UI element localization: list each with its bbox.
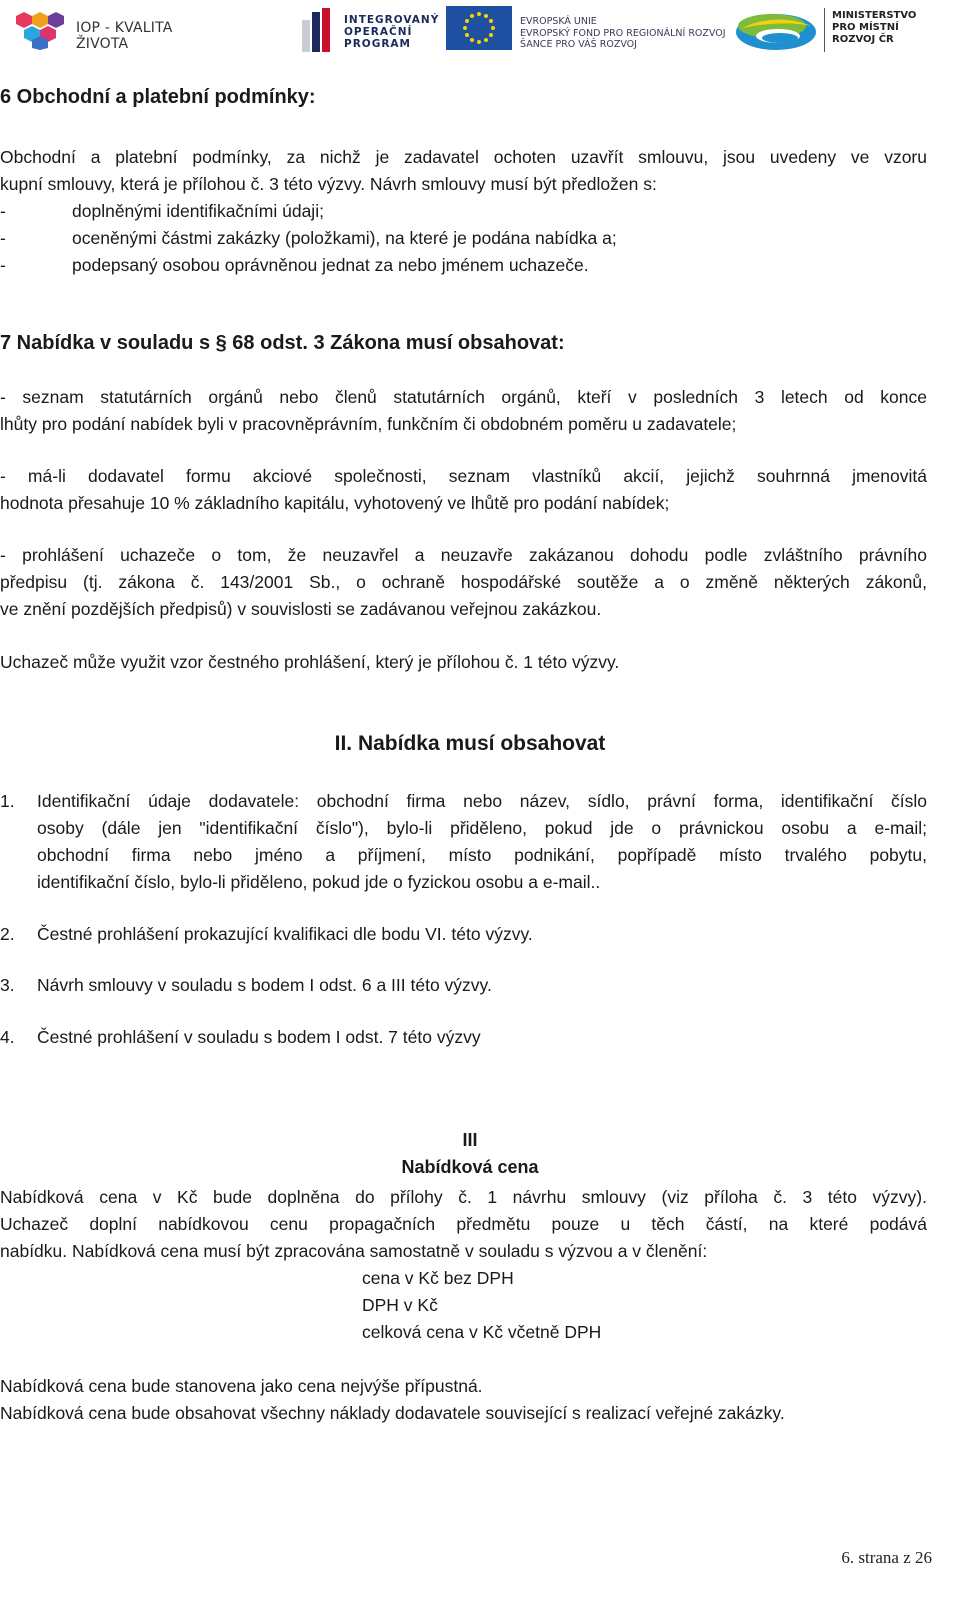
sectionII-item1-text	[37, 788, 927, 896]
iop-logo-text: IOP - KVALITA ŽIVOTA	[76, 20, 173, 52]
section6-line-2: kupní smlouvy, která je přílohou č. 3 této výzvy. Návrh smlouvy musí být předložen s:	[0, 174, 657, 194]
sectionII-item2-number: 2.	[0, 924, 15, 944]
eu-line-1: EVROPSKÁ UNIE	[520, 16, 597, 27]
section7-para1-line1	[0, 384, 927, 411]
section6-dash-3: -	[0, 255, 6, 275]
irop-logo-text	[344, 14, 439, 50]
section6-line-1	[0, 144, 927, 171]
mmr-logo-text	[832, 10, 916, 46]
section6-line-1-text: Obchodní a platební podmínky, za nichž je zadavatel ochoten uzavřít smlouvu, jsou uvedeny ve vzoru	[0, 147, 927, 167]
sectionII-item2-line1: Čestné prohlášení prokazující kvalifikaci dle bodu VI. této výzvy.	[37, 924, 533, 944]
sectionIII-heading: Nabídková cena	[401, 1157, 539, 1177]
eu-logo-text	[520, 16, 726, 51]
sectionII-item1-line3: obchodní firma nebo jméno a příjmení, místo podnikání, popřípadě místo trvalého pobytu,	[37, 845, 927, 865]
section7-para2-line1-text: - má-li dodavatel formu akciové společnosti, seznam vlastníků akcií, jejichž souhrnná jmenovitá	[0, 466, 927, 486]
sectionII-item4-number: 4.	[0, 1027, 15, 1047]
irop-line-2: OPERAČNÍ	[344, 26, 413, 38]
sectionIII-breakdown-3: celková cena v Kč včetně DPH	[362, 1322, 602, 1342]
sectionIII-line1	[0, 1184, 927, 1211]
section7-para3-line1	[0, 542, 927, 569]
section6-dash-2: -	[0, 228, 6, 248]
sectionII-item4-text	[37, 1024, 927, 1051]
sectionIII-line2-text: Uchazeč doplní nabídkovou cenu propagačních předmětu pouze u těch částí, na které podává	[0, 1214, 927, 1234]
sectionIII-line2	[0, 1211, 927, 1238]
sectionIII-breakdown-2: DPH v Kč	[362, 1295, 438, 1315]
section7-para3-line2-text: předpisu (tj. zákona č. 143/2001 Sb., o ochraně hospodářské soutěže a o změně některých zákonů,	[0, 572, 927, 592]
sectionII-heading: II. Nabídka musí obsahovat	[334, 732, 606, 755]
section6-dash-1: -	[0, 201, 6, 221]
mmr-emblem-icon	[732, 8, 820, 52]
eu-line-2: EVROPSKÝ FOND PRO REGIONÁLNÍ ROZVOJ	[520, 27, 726, 39]
sectionII-item3-line1: Návrh smlouvy v souladu s bodem I odst. 6 a III této výzvy.	[37, 975, 492, 995]
irop-bars-icon	[300, 6, 340, 54]
sectionII-item1-line2: osoby (dále jen "identifikační číslo"), bylo-li přiděleno, pokud jde o právnickou osobu a e-mail;	[37, 818, 927, 838]
sectionIII-line3: nabídku. Nabídková cena musí být zpracována samostatně v souladu s výzvou a v členění:	[0, 1241, 708, 1261]
sectionII-item2-text	[37, 921, 927, 948]
iop-hexagons-icon	[14, 10, 70, 50]
section7-heading: 7 Nabídka v souladu s § 68 odst. 3 Zákona musí obsahovat:	[0, 332, 565, 354]
irop-logo	[300, 6, 440, 54]
eu-flag-icon	[446, 6, 512, 50]
sectionIII-closing-2: Nabídková cena bude obsahovat všechny náklady dodavatele související s realizací veřejné zakázky.	[0, 1403, 785, 1423]
section7-para2-line2: hodnota přesahuje 10 % základního kapitálu, vyhotovený ve lhůtě pro podání nabídek;	[0, 493, 670, 513]
section6-item-2: oceněnými částmi zakázky (položkami), na které je podána nabídka a;	[72, 228, 617, 248]
sectionII-item3-number: 3.	[0, 975, 15, 995]
mmr-line-2: PRO MÍSTNÍ	[832, 22, 899, 33]
sectionII-item1-line1: Identifikační údaje dodavatele: obchodní firma nebo název, sídlo, právní forma, identifikační číslo	[37, 791, 927, 811]
eu-logo	[446, 6, 726, 54]
mmr-line-3: ROZVOJ ČR	[832, 34, 894, 45]
mmr-separator	[824, 8, 825, 52]
section7-para1-line2: lhůty pro podání nabídek byli v pracovněprávním, funkčním či obdobném poměru u zadavatele;	[0, 414, 737, 434]
section6-heading: 6 Obchodní a platební podmínky:	[0, 86, 316, 108]
section7-para1-line1-text: - seznam statutárních orgánů nebo členů statutárních orgánů, kteří v posledních 3 letech od konce	[0, 387, 927, 407]
page-header	[0, 0, 960, 62]
sectionII-item1-number: 1.	[0, 791, 15, 811]
sectionIII-line1-text: Nabídková cena v Kč bude doplněna do přílohy č. 1 návrhu smlouvy (viz příloha č. 3 této výzvy).	[0, 1187, 927, 1207]
page-number: 6. strana z 26	[841, 1548, 932, 1567]
section7-para4: Uchazeč může využit vzor čestného prohlášení, který je přílohou č. 1 této výzvy.	[0, 652, 620, 672]
sectionII-item1-line4: identifikační číslo, bylo-li přiděleno, pokud jde o fyzickou osobu a e-mail..	[37, 872, 601, 892]
sectionII-item4-line1: Čestné prohlášení v souladu s bodem I odst. 7 této výzvy	[37, 1027, 481, 1047]
mmr-line-1: MINISTERSTVO	[832, 10, 917, 21]
sectionII-item3-text	[37, 972, 927, 999]
section7-para3-line1-text: - prohlášení uchazeče o tom, že neuzavřel a neuzavře zakázanou dohodu podle zvláštního právního	[0, 545, 927, 565]
section6-item-3: podepsaný osobou oprávněnou jednat za nebo jménem uchazeče.	[72, 255, 589, 275]
section6-item-1: doplněnými identifikačními údaji;	[72, 201, 324, 221]
eu-line-3: ŠANCE PRO VÁŠ ROZVOJ	[520, 39, 637, 50]
section7-para3-line3: ve znění pozdějších předpisů) v souvislosti se zadávanou veřejnou zakázkou.	[0, 599, 602, 619]
mmr-logo	[732, 6, 932, 54]
sectionIII-breakdown-1: cena v Kč bez DPH	[362, 1268, 514, 1288]
irop-line-3: PROGRAM	[344, 38, 411, 50]
sectionIII-roman: III	[462, 1130, 478, 1150]
section7-para3-line2	[0, 569, 927, 596]
sectionIII-closing-1: Nabídková cena bude stanovena jako cena nejvýše přípustná.	[0, 1376, 483, 1396]
section7-para2-line1	[0, 463, 927, 490]
irop-line-1: INTEGROVANÝ	[344, 14, 440, 26]
iop-logo	[14, 10, 214, 50]
